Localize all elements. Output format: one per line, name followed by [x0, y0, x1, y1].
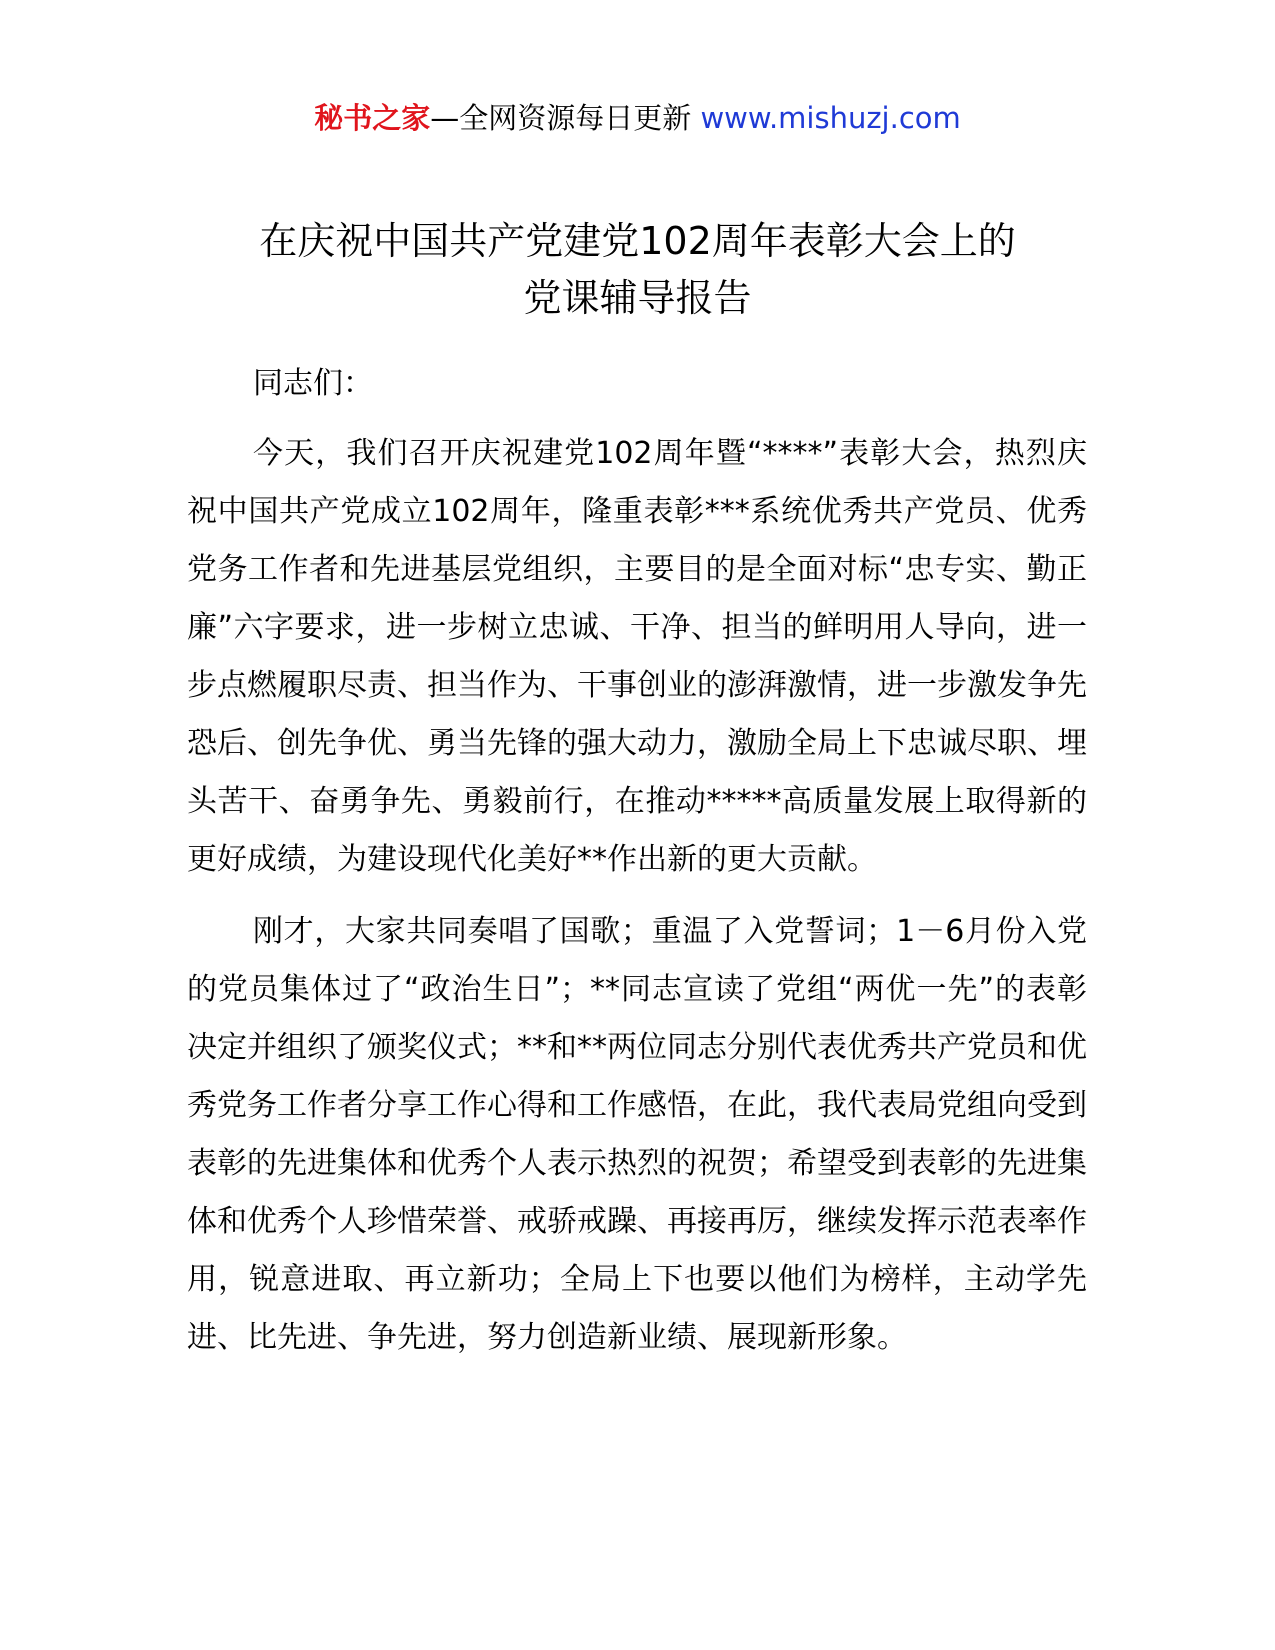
- document-title-line-2: 党课辅导报告: [523, 276, 752, 320]
- site-url-link[interactable]: www.mishuzj.com: [700, 101, 961, 135]
- document-title-line-1: 在庆祝中国共产党建党102周年表彰大会上的: [259, 219, 1016, 263]
- document-body: [187, 355, 1087, 1381]
- site-header: [0, 96, 1275, 140]
- body-paragraph-1: 今天，我们召开庆祝建党102周年暨“****”表彰大会，热烈庆祝中国共产党成立102周年，隆重表彰***系统优秀共产党员、优秀党务工作者和先进基层党组织，主要目的是全面对标“忠专实、勤正廉”六字要求，进一步树立忠诚、干净、担当的鲜明用人导向，进一步点燃履职尽责、担当作为、干事创业的澎湃激情，进一步激发争先恐后、创先争优、勇当先锋的强大动力，激励全局上下忠诚尽职、埋头苦干、奋勇争先、勇毅前行，在推动*****高质量发展上取得新的更好成绩，为建设现代化美好**作出新的更大贡献。: [187, 436, 1087, 877]
- body-paragraph-2: 刚才，大家共同奏唱了国歌；重温了入党誓词；1－6月份入党的党员集体过了“政治生日”；**同志宣读了党组“两优一先”的表彰决定并组织了颁奖仪式；**和**两位同志分别代表优秀共产党员和优秀党务工作者分享工作心得和工作感悟，在此，我代表局党组向受到表彰的先进集体和优秀个人表示热烈的祝贺；希望受到表彰的先进集体和优秀个人珍惜荣誉、戒骄戒躁、再接再厉，继续发挥示范表率作用，锐意进取、再立新功；全局上下也要以他们为榜样，主动学先进、比先进、争先进，努力创造新业绩、展现新形象。: [187, 914, 1087, 1355]
- salutation: 同志们：: [253, 366, 373, 401]
- site-tagline: —全网资源每日更新: [430, 101, 692, 135]
- document-title: [170, 213, 1105, 327]
- site-brand: 秘书之家: [314, 101, 431, 135]
